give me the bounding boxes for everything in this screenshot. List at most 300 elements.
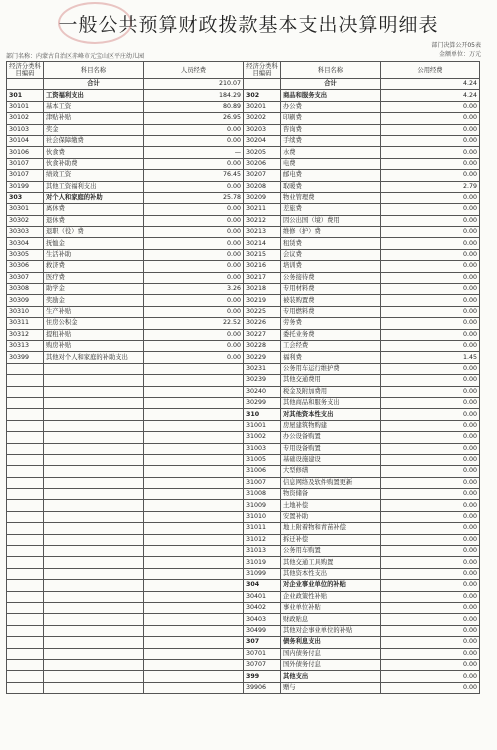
subject-name-right: 债务利息支出 — [281, 637, 381, 648]
table-row — [7, 227, 480, 238]
public-amount: 0.00 — [381, 215, 480, 226]
subject-name-right: 福利费 — [281, 352, 381, 363]
table-row — [7, 466, 480, 477]
public-amount: 0.00 — [381, 329, 480, 340]
subject-name-left: 住房公积金 — [44, 318, 144, 329]
econ-code-left: 301 — [7, 90, 44, 101]
header-public-expense: 公用经费 — [381, 62, 480, 79]
econ-code-left: 30103 — [7, 124, 44, 135]
econ-code-right: 31007 — [244, 477, 281, 488]
header-econ-code-2: 经济分类科目编码 — [244, 62, 281, 79]
econ-code-left — [7, 489, 44, 500]
personnel-amount: 3.26 — [144, 284, 244, 295]
subject-name-right: 拆迁补偿 — [281, 534, 381, 545]
personnel-amount — [144, 523, 244, 534]
public-amount: 0.00 — [381, 318, 480, 329]
public-amount: 0.00 — [381, 648, 480, 659]
subject-name-right: 专用材料费 — [281, 284, 381, 295]
public-amount: 0.00 — [381, 671, 480, 682]
personnel-amount — [144, 614, 244, 625]
econ-code-right: 39906 — [244, 682, 281, 693]
public-amount: 0.00 — [381, 557, 480, 568]
econ-code-left — [7, 432, 44, 443]
table-row — [7, 523, 480, 534]
public-amount: 0.00 — [381, 511, 480, 522]
econ-code-left — [7, 602, 44, 613]
subject-name-left: 抚恤金 — [44, 238, 144, 249]
personnel-amount — [144, 511, 244, 522]
econ-code-left: 30107 — [7, 158, 44, 169]
subject-name-right: 基础设施建设 — [281, 454, 381, 465]
table-row — [7, 352, 480, 363]
subject-name-right: 邮电费 — [281, 170, 381, 181]
subject-name-left — [44, 625, 144, 636]
subject-name-left — [44, 546, 144, 557]
public-amount: 0.00 — [381, 546, 480, 557]
econ-code-right: 31002 — [244, 432, 281, 443]
table-row — [7, 580, 480, 591]
econ-code-left: 30106 — [7, 147, 44, 158]
econ-code-right: 302 — [244, 90, 281, 101]
subject-name-left — [44, 671, 144, 682]
form-code: 部门决算公开05表 — [431, 42, 481, 49]
table-row — [7, 147, 480, 158]
econ-code-right: 31006 — [244, 466, 281, 477]
personnel-amount: 0.00 — [144, 181, 244, 192]
personnel-amount — [144, 557, 244, 568]
econ-code-left: 30310 — [7, 306, 44, 317]
public-amount: 0.00 — [381, 591, 480, 602]
subject-name-left — [44, 682, 144, 693]
subject-name-left: 奖金 — [44, 124, 144, 135]
econ-code-right: 30203 — [244, 124, 281, 135]
econ-code-right: 30229 — [244, 352, 281, 363]
personnel-amount: 0.00 — [144, 329, 244, 340]
personnel-amount: 0.00 — [144, 124, 244, 135]
subject-name-left — [44, 659, 144, 670]
econ-code-right: 30214 — [244, 238, 281, 249]
subject-name-left — [44, 454, 144, 465]
econ-code-left: 30311 — [7, 318, 44, 329]
public-amount: 0.00 — [381, 489, 480, 500]
subject-name-right: 大型修缮 — [281, 466, 381, 477]
econ-code-left — [7, 637, 44, 648]
econ-code-left — [7, 477, 44, 488]
econ-code-right: 30219 — [244, 295, 281, 306]
econ-code-left — [7, 557, 44, 568]
subject-name-right: 其他交通工具购置 — [281, 557, 381, 568]
econ-code-left: 30101 — [7, 101, 44, 112]
subject-name-right: 手续费 — [281, 135, 381, 146]
department-name: 部门名称：内蒙古自治区赤峰市元宝山区平庄幼儿园 — [6, 53, 145, 60]
subject-name-left — [44, 614, 144, 625]
subject-name-right: 国外债务付息 — [281, 659, 381, 670]
subject-name-left — [44, 591, 144, 602]
econ-code-left — [7, 386, 44, 397]
subject-name-left — [44, 477, 144, 488]
table-row — [7, 671, 480, 682]
econ-code-left — [7, 500, 44, 511]
table-row — [7, 591, 480, 602]
subject-name-right: 委托业务费 — [281, 329, 381, 340]
table-row — [7, 181, 480, 192]
public-amount: 0.00 — [381, 147, 480, 158]
econ-code-right: 30206 — [244, 158, 281, 169]
public-amount: 2.79 — [381, 181, 480, 192]
econ-code-right: 30707 — [244, 659, 281, 670]
public-amount: 0.00 — [381, 375, 480, 386]
econ-code-right: 399 — [244, 671, 281, 682]
subject-name-left: 奖励金 — [44, 295, 144, 306]
public-amount: 0.00 — [381, 500, 480, 511]
public-amount: 0.00 — [381, 340, 480, 351]
table-row — [7, 101, 480, 112]
econ-code-left: 30302 — [7, 215, 44, 226]
subject-name-left — [44, 648, 144, 659]
personnel-amount — [144, 409, 244, 420]
public-amount: 0.00 — [381, 124, 480, 135]
public-amount: 0.00 — [381, 580, 480, 591]
econ-code-right: 31019 — [244, 557, 281, 568]
econ-code-right: 30215 — [244, 249, 281, 260]
econ-code-right: 30202 — [244, 113, 281, 124]
econ-code-right: 30207 — [244, 170, 281, 181]
public-amount: 0.00 — [381, 204, 480, 215]
econ-code-left — [7, 671, 44, 682]
subject-name-left: 绩效工资 — [44, 170, 144, 181]
personnel-amount — [144, 580, 244, 591]
table-row — [7, 329, 480, 340]
econ-code-right — [244, 79, 281, 90]
table-row — [7, 614, 480, 625]
subject-name-left: 伙食补助费 — [44, 158, 144, 169]
table-row — [7, 204, 480, 215]
personnel-amount: 0.00 — [144, 238, 244, 249]
header-right — [431, 41, 481, 59]
econ-code-left — [7, 591, 44, 602]
subject-name-right: 劳务费 — [281, 318, 381, 329]
public-amount: 0.00 — [381, 568, 480, 579]
public-amount: 0.00 — [381, 477, 480, 488]
personnel-amount: 0.00 — [144, 204, 244, 215]
personnel-amount: 76.45 — [144, 170, 244, 181]
econ-code-left — [7, 546, 44, 557]
personnel-amount: 0.00 — [144, 340, 244, 351]
econ-code-right: 31003 — [244, 443, 281, 454]
subject-name-right: 咨询费 — [281, 124, 381, 135]
public-amount: 0.00 — [381, 637, 480, 648]
personnel-amount — [144, 534, 244, 545]
econ-code-right: 30208 — [244, 181, 281, 192]
public-amount: 0.00 — [381, 432, 480, 443]
econ-code-left: 30313 — [7, 340, 44, 351]
header-econ-code-1: 经济分类科目编码 — [7, 62, 44, 79]
econ-code-left — [7, 363, 44, 374]
expenditure-table — [6, 61, 480, 694]
subject-name-right: 对企业事业单位的补贴 — [281, 580, 381, 591]
econ-code-left: 30309 — [7, 295, 44, 306]
table-row — [7, 511, 480, 522]
econ-code-left: 30308 — [7, 284, 44, 295]
personnel-amount: 80.89 — [144, 101, 244, 112]
subject-name-right: 赠与 — [281, 682, 381, 693]
econ-code-right: 30204 — [244, 135, 281, 146]
subject-name-right: 维修（护）费 — [281, 227, 381, 238]
subject-name-right: 办公费 — [281, 101, 381, 112]
subject-name-left: 对个人和家庭的补助 — [44, 192, 144, 203]
table-row — [7, 238, 480, 249]
personnel-amount: 25.78 — [144, 192, 244, 203]
table-row — [7, 432, 480, 443]
personnel-amount — [144, 659, 244, 670]
table-row — [7, 397, 480, 408]
econ-code-right: 30225 — [244, 306, 281, 317]
econ-code-right: 30227 — [244, 329, 281, 340]
personnel-amount — [144, 625, 244, 636]
table-row — [7, 113, 480, 124]
personnel-amount — [144, 500, 244, 511]
table-row — [7, 249, 480, 260]
table-row — [7, 363, 480, 374]
subject-name-right: 财政贴息 — [281, 614, 381, 625]
table-row — [7, 637, 480, 648]
subject-name-left — [44, 363, 144, 374]
public-amount: 0.00 — [381, 523, 480, 534]
personnel-amount: 22.52 — [144, 318, 244, 329]
subject-name-right: 事业单位补贴 — [281, 602, 381, 613]
header-subject-name-2: 科目名称 — [281, 62, 381, 79]
public-amount: 0.00 — [381, 170, 480, 181]
econ-code-left — [7, 625, 44, 636]
personnel-amount — [144, 477, 244, 488]
econ-code-right: 30212 — [244, 215, 281, 226]
econ-code-left — [7, 409, 44, 420]
public-amount: 0.00 — [381, 158, 480, 169]
subject-name-left — [44, 568, 144, 579]
subject-name-right: 会议费 — [281, 249, 381, 260]
table-row — [7, 477, 480, 488]
econ-code-right: 31011 — [244, 523, 281, 534]
personnel-amount — [144, 648, 244, 659]
personnel-amount: 0.00 — [144, 352, 244, 363]
econ-code-right: 30228 — [244, 340, 281, 351]
table-row — [7, 318, 480, 329]
header-subject-name-1: 科目名称 — [44, 62, 144, 79]
subject-name-right: 水费 — [281, 147, 381, 158]
subject-name-right: 取暖费 — [281, 181, 381, 192]
econ-code-left — [7, 580, 44, 591]
table-row — [7, 409, 480, 420]
econ-code-right: 31099 — [244, 568, 281, 579]
table-row — [7, 443, 480, 454]
econ-code-right: 31005 — [244, 454, 281, 465]
public-amount: 0.00 — [381, 249, 480, 260]
public-amount: 0.00 — [381, 363, 480, 374]
econ-code-right: 30205 — [244, 147, 281, 158]
subject-name-right: 企业政策性补贴 — [281, 591, 381, 602]
subject-name-left — [44, 397, 144, 408]
personnel-amount: 0.00 — [144, 249, 244, 260]
econ-code-left: 30199 — [7, 181, 44, 192]
econ-code-right: 30701 — [244, 648, 281, 659]
econ-code-left: 30304 — [7, 238, 44, 249]
econ-code-left: 303 — [7, 192, 44, 203]
table-row — [7, 272, 480, 283]
subject-name-left: 工资福利支出 — [44, 90, 144, 101]
econ-code-right: 30217 — [244, 272, 281, 283]
personnel-amount: 0.00 — [144, 135, 244, 146]
econ-code-left — [7, 614, 44, 625]
personnel-amount — [144, 420, 244, 431]
subject-name-left — [44, 637, 144, 648]
econ-code-left: 30104 — [7, 135, 44, 146]
econ-code-left — [7, 466, 44, 477]
subject-name-left: 社会保障缴费 — [44, 135, 144, 146]
personnel-amount — [144, 397, 244, 408]
subject-name-right: 其他资本性支出 — [281, 568, 381, 579]
table-row — [7, 90, 480, 101]
table-row — [7, 489, 480, 500]
table-row — [7, 215, 480, 226]
subject-name-left — [44, 580, 144, 591]
personnel-amount: 0.00 — [144, 272, 244, 283]
personnel-amount: 0.00 — [144, 215, 244, 226]
subject-name-right: 差旅费 — [281, 204, 381, 215]
personnel-amount: 0.00 — [144, 306, 244, 317]
econ-code-left: 30399 — [7, 352, 44, 363]
table-row — [7, 682, 480, 693]
subject-name-left: 医疗费 — [44, 272, 144, 283]
subject-name-right: 专用燃料费 — [281, 306, 381, 317]
econ-code-right: 30499 — [244, 625, 281, 636]
table-row — [7, 454, 480, 465]
personnel-amount — [144, 386, 244, 397]
personnel-amount — [144, 432, 244, 443]
public-amount: 0.00 — [381, 454, 480, 465]
econ-code-left — [7, 659, 44, 670]
subject-name-right: 电费 — [281, 158, 381, 169]
econ-code-right: 30231 — [244, 363, 281, 374]
subject-name-left: 生产补贴 — [44, 306, 144, 317]
table-row — [7, 306, 480, 317]
econ-code-right: 31001 — [244, 420, 281, 431]
personnel-amount: — — [144, 147, 244, 158]
subject-name-left: 伙食费 — [44, 147, 144, 158]
econ-code-left: 30102 — [7, 113, 44, 124]
table-row — [7, 284, 480, 295]
table-row — [7, 261, 480, 272]
table-row — [7, 170, 480, 181]
econ-code-right: 310 — [244, 409, 281, 420]
econ-code-left: 30306 — [7, 261, 44, 272]
econ-code-right: 30218 — [244, 284, 281, 295]
subject-name-left — [44, 409, 144, 420]
econ-code-right: 30201 — [244, 101, 281, 112]
subject-name-left — [44, 534, 144, 545]
subject-name-left — [44, 432, 144, 443]
subject-name-right: 土地补偿 — [281, 500, 381, 511]
table-row — [7, 79, 480, 90]
econ-code-left — [7, 420, 44, 431]
public-amount: 0.00 — [381, 113, 480, 124]
econ-code-left: 30307 — [7, 272, 44, 283]
econ-code-left: 30303 — [7, 227, 44, 238]
public-amount: 0.00 — [381, 227, 480, 238]
personnel-amount — [144, 591, 244, 602]
public-amount: 0.00 — [381, 135, 480, 146]
econ-code-right: 31009 — [244, 500, 281, 511]
subject-name-right: 公务用车购置 — [281, 546, 381, 557]
table-row — [7, 124, 480, 135]
econ-code-right: 30226 — [244, 318, 281, 329]
public-amount: 0.00 — [381, 101, 480, 112]
table-row — [7, 192, 480, 203]
subject-name-left — [44, 466, 144, 477]
personnel-amount — [144, 454, 244, 465]
subject-name-right: 公务用车运行维护费 — [281, 363, 381, 374]
subject-name-right: 物资储备 — [281, 489, 381, 500]
public-amount: 0.00 — [381, 466, 480, 477]
subject-name-left — [44, 557, 144, 568]
subject-name-right: 对其他资本性支出 — [281, 409, 381, 420]
econ-code-left — [7, 397, 44, 408]
subject-name-right: 租赁费 — [281, 238, 381, 249]
subject-name-right: 办公设备购置 — [281, 432, 381, 443]
subject-name-left — [44, 443, 144, 454]
table-row — [7, 135, 480, 146]
personnel-amount — [144, 375, 244, 386]
econ-code-left — [7, 375, 44, 386]
subject-name-right: 公务接待费 — [281, 272, 381, 283]
table-row — [7, 375, 480, 386]
subject-name-left — [44, 386, 144, 397]
econ-code-left — [7, 79, 44, 90]
econ-code-right: 304 — [244, 580, 281, 591]
subject-name-left — [44, 489, 144, 500]
subject-name-right: 信息网络及软件购置更新 — [281, 477, 381, 488]
econ-code-right: 30216 — [244, 261, 281, 272]
table-row — [7, 158, 480, 169]
subject-name-right: 印刷费 — [281, 113, 381, 124]
subject-name-right: 国内债务付息 — [281, 648, 381, 659]
subject-name-right: 其他商品和服务支出 — [281, 397, 381, 408]
table-row — [7, 568, 480, 579]
econ-code-right: 30211 — [244, 204, 281, 215]
public-amount: 4.24 — [381, 79, 480, 90]
subject-name-left: 基本工资 — [44, 101, 144, 112]
econ-code-right: 30299 — [244, 397, 281, 408]
subject-name-right: 其他支出 — [281, 671, 381, 682]
subject-name-right: 工会经费 — [281, 340, 381, 351]
personnel-amount: 0.00 — [144, 227, 244, 238]
table-row — [7, 625, 480, 636]
public-amount: 0.00 — [381, 295, 480, 306]
econ-code-left — [7, 534, 44, 545]
subject-name-right: 税金及附加费用 — [281, 386, 381, 397]
subject-name-right: 合计 — [281, 79, 381, 90]
subject-name-left: 退职（役）费 — [44, 227, 144, 238]
econ-code-right: 31008 — [244, 489, 281, 500]
subject-name-left — [44, 500, 144, 511]
public-amount: 0.00 — [381, 443, 480, 454]
subject-name-left — [44, 420, 144, 431]
subject-name-left: 购房补贴 — [44, 340, 144, 351]
econ-code-right: 30239 — [244, 375, 281, 386]
subject-name-left: 生活补助 — [44, 249, 144, 260]
public-amount: 0.00 — [381, 306, 480, 317]
subject-name-right: 培训费 — [281, 261, 381, 272]
table-row — [7, 659, 480, 670]
